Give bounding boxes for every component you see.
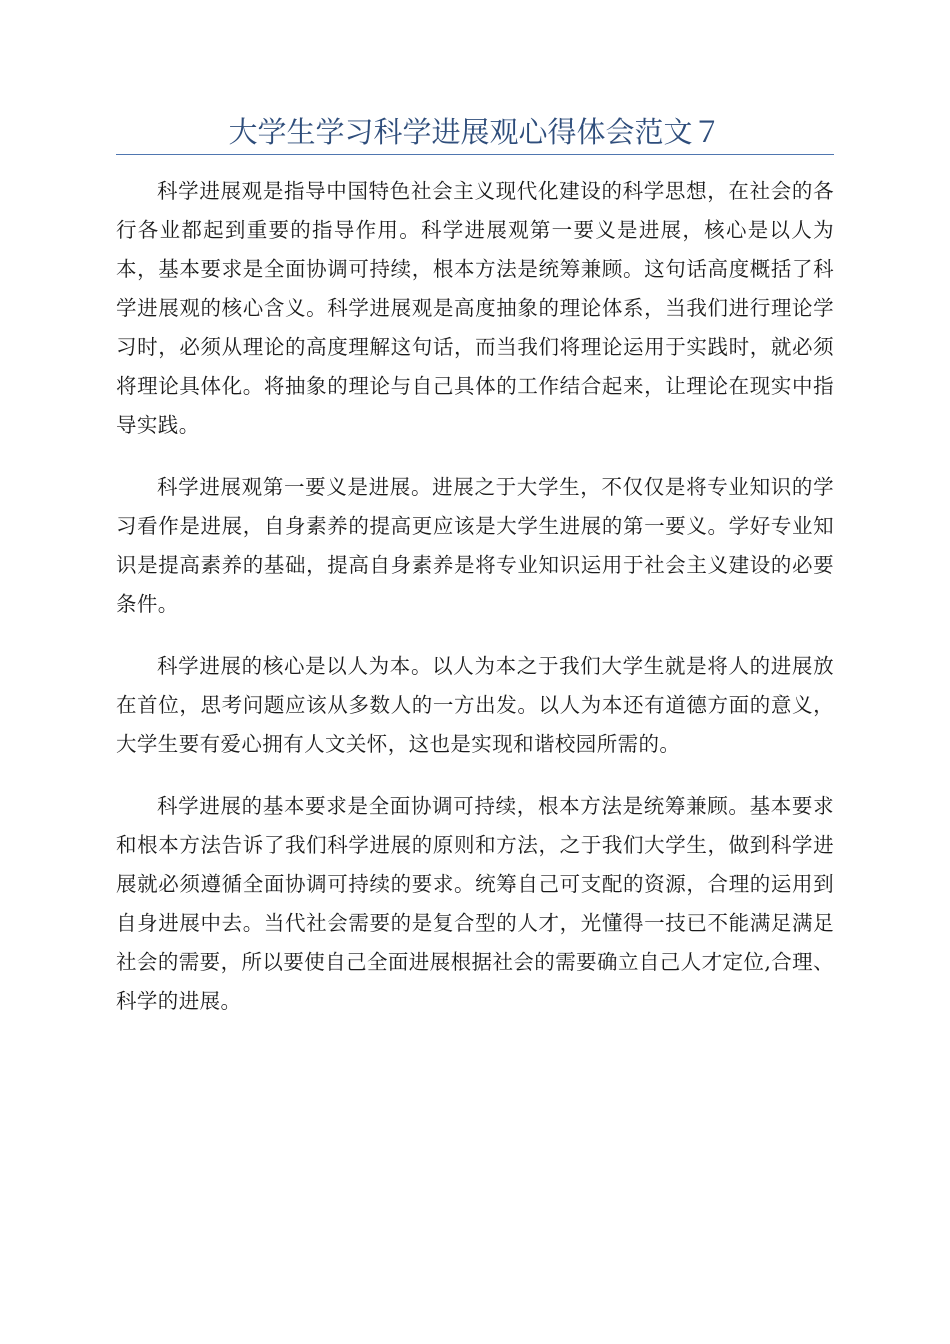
document-title: 大学生学习科学进展观心得体会范文７ <box>228 115 722 149</box>
title-underline <box>116 154 834 155</box>
paragraph-3: 科学进展的核心是以人为本。以人为本之于我们大学生就是将人的进展放在首位，思考问题应该从多数人的一方出发。以人为本还有道德方面的意义，大学生要有爱心拥有人文关怀，这也是实现和谐校园所需的。 <box>116 654 834 756</box>
paragraph-2: 科学进展观第一要义是进展。进展之于大学生，不仅仅是将专业知识的学习看作是进展，自身素养的提高更应该是大学生进展的第一要义。学好专业知识是提高素养的基础，提高自身素养是将专业知识运用于社会主义建设的必要条件。 <box>116 475 834 616</box>
paragraph-4: 科学进展的基本要求是全面协调可持续，根本方法是统筹兼顾。基本要求和根本方法告诉了我们科学进展的原则和方法，之于我们大学生，做到科学进展就必须遵循全面协调可持续的要求。统筹自己可支配的资源，合理的运用到自身进展中去。当代社会需要的是复合型的人才，光懂得一技已不能满足满足社会的需要，所以要使自己全面进展根据社会的需要确立自己人才定位,合理、科学的进展。 <box>116 794 834 1013</box>
document-body <box>116 172 834 1044</box>
paragraph-1: 科学进展观是指导中国特色社会主义现代化建设的科学思想，在社会的各行各业都起到重要的指导作用。科学进展观第一要义是进展，核心是以人为本，基本要求是全面协调可持续，根本方法是统筹兼顾。这句话高度概括了科学进展观的核心含义。科学进展观是高度抽象的理论体系，当我们进行理论学习时，必须从理论的高度理解这句话，而当我们将理论运用于实践时，就必须将理论具体化。将抽象的理论与自己具体的工作结合起来，让理论在现实中指导实践。 <box>116 179 834 437</box>
